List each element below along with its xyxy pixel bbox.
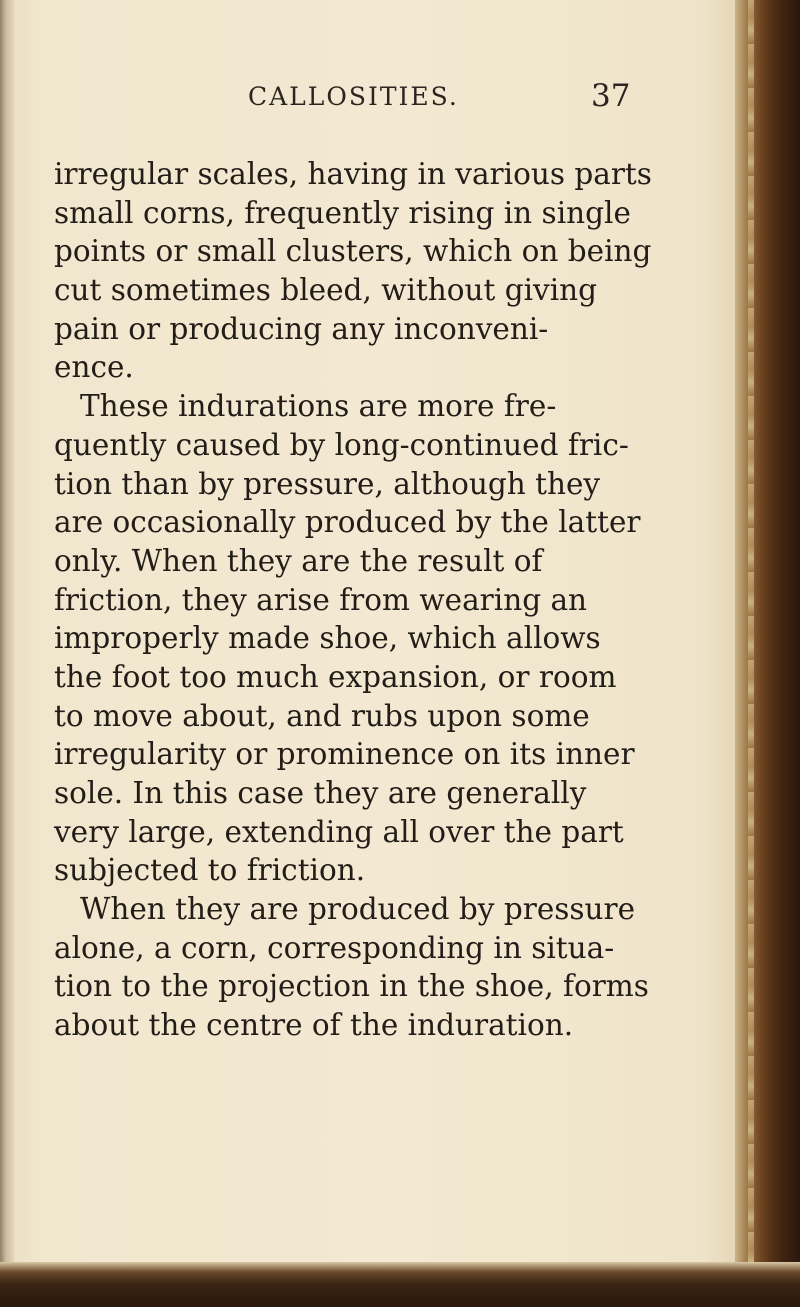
text-line: friction, they arise from wearing an [54, 582, 588, 617]
text-line: These indurations are more fre- [80, 389, 557, 424]
spine-binding-stripe [748, 0, 754, 1307]
text-line: irregularity or prominence on its inner [54, 737, 635, 772]
text-line: irregular scales, having in various parts [54, 157, 652, 191]
page-header [0, 78, 735, 118]
page-gutter-edge [0, 0, 14, 1307]
text-line: are occasionally produced by the latter [54, 505, 641, 540]
text-line: small corns, frequently rising in single [54, 195, 631, 230]
text-line: alone, a corn, corresponding in situa- [54, 930, 615, 965]
book-spine-edge [735, 0, 800, 1307]
text-line: only. When they are the result of [54, 543, 543, 578]
text-line: quently caused by long-continued fric- [54, 427, 629, 462]
text-line: the foot too much expansion, or room [54, 659, 617, 694]
text-line: points or small clusters, which on being [54, 234, 652, 269]
text-line: tion to the projection in the shoe, forms [54, 969, 649, 1004]
text-line: pain or producing any inconveni- [54, 311, 549, 346]
text-line: When they are produced by pressure [80, 892, 636, 927]
running-head: CALLOSITIES. [248, 82, 459, 111]
text-line: sole. In this case they are generally [54, 776, 587, 810]
text-line: about the centre of the induration. [54, 1008, 574, 1043]
text-line: very large, extending all over the part [54, 814, 624, 849]
page-number: 37 [591, 78, 631, 114]
text-line: ence. [54, 350, 134, 385]
text-line: tion than by pressure, although they [54, 466, 601, 501]
text-line: subjected to friction. [54, 853, 366, 888]
book-bottom-edge [0, 1262, 800, 1307]
body-text [54, 155, 654, 1045]
text-line: improperly made shoe, which allows [54, 621, 601, 656]
text-line: to move about, and rubs upon some [54, 698, 590, 733]
text-line: cut sometimes bleed, without giving [54, 273, 598, 308]
